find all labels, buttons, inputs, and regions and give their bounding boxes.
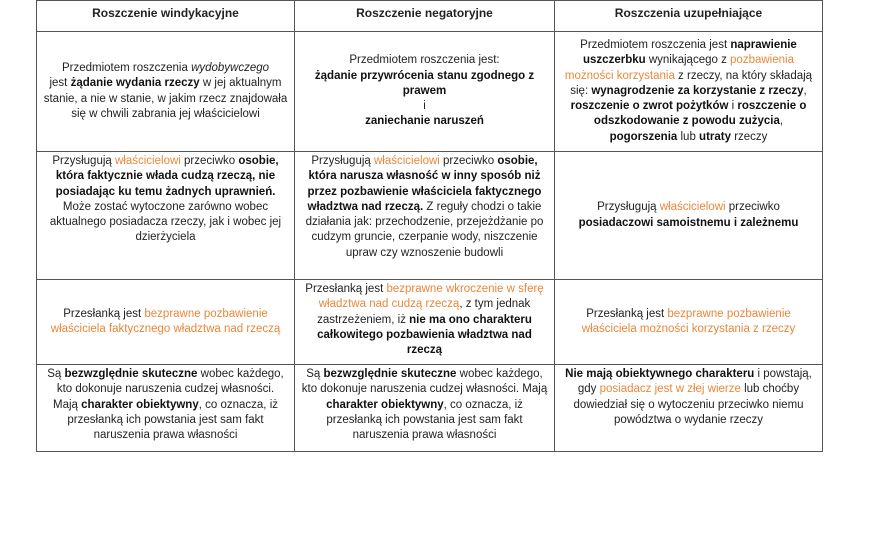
highlighted-text: bezprawne pozbawienie właściciela możności korzystania z rzeczy (581, 307, 796, 335)
cell-text: i powstają, gdy (577, 368, 812, 396)
row-przedmiot (37, 32, 823, 152)
bold-text: żądanie wydania rzeczy (70, 77, 200, 90)
bold-text: posiadaczowi samoistnemu i zależnemu (578, 216, 799, 229)
bold-text: wynagrodzenie za korzystanie z rzeczy (591, 84, 804, 97)
bold-text: roszczenie o odszkodowanie z powodu zużycia (593, 100, 807, 128)
table-cell (295, 365, 555, 452)
bold-text: pogorszenia (609, 130, 678, 143)
cell-text: Przedmiotem roszczenia jest: (349, 54, 500, 67)
cell-text: z rzeczy, na który składają się: (570, 69, 813, 97)
header-windykacyjne: Roszczenie windykacyjne (37, 1, 295, 32)
bold-text: charakter obiektywny (81, 398, 199, 411)
cell-text: Przesłanką jest (586, 307, 668, 320)
row-przysluguja (37, 152, 823, 280)
cell-text: lub choćby dowiedział się o wytoczeniu przeciwko niemu powództwa o wydanie rzeczy (573, 383, 804, 426)
cell-text: Są (47, 368, 65, 380)
cell-text: Przysługują (311, 155, 374, 167)
cell-text: , co oznacza, iż przesłanką ich powstania jest sam fakt naruszenia prawa własności (67, 398, 278, 442)
table-cell (555, 280, 823, 365)
bold-text: bezwzględnie skuteczne (323, 368, 457, 380)
table-cell (555, 32, 823, 152)
table-cell (555, 365, 823, 452)
cell-text: lub (677, 130, 700, 143)
cell-text: i (728, 100, 738, 113)
cell-text: Przysługują (597, 201, 660, 214)
table-cell (37, 365, 295, 452)
cell-text: przeciwko (439, 155, 498, 167)
cell-text: Przesłanką jest (63, 307, 145, 320)
italic-text: wydobywczego (191, 61, 270, 74)
cell-text: Przedmiotem roszczenia jest (580, 39, 731, 52)
cell-text: Z reguły chodzi o takie działania jak: przechodzenie, przejeżdżanie po cudzym gruncie, czerpanie wody, niszczenie upraw czy wznoszenie budowli (305, 200, 544, 259)
cell-text: , (779, 115, 784, 128)
header-row (37, 1, 823, 32)
bold-text: roszczenie o zwrot pożytków (570, 100, 729, 113)
cell-text: w jej aktualnym stanie, a nie w stanie, w jakim rzecz znajdowała się w chwili zabrania jej właścicielowi (43, 77, 288, 120)
cell-text: Przesłanką jest (305, 283, 387, 295)
cell-text: rzeczy (731, 130, 768, 143)
highlighted-text: właścicielowi (659, 201, 726, 214)
table-cell (295, 32, 555, 152)
cell-text: Są (306, 368, 324, 380)
cell-text: , z tym jednak zastrzeżeniem, iż (317, 298, 531, 326)
table-cell (37, 280, 295, 365)
bold-text: charakter obiektywny (326, 398, 444, 411)
cell-text: Przedmiotem roszczenia (61, 61, 192, 74)
cell-text: przeciwko (725, 201, 780, 214)
bold-text: utraty (699, 130, 731, 143)
table-cell (37, 32, 295, 152)
cell-text: wobec każdego, kto dokonuje naruszenia cudzej własności. Mają (301, 368, 548, 396)
highlighted-text: pozbawienia możności korzystania (564, 54, 794, 82)
bold-text: osobie, która narusza własność w inny sposób niż przez pozbawienie właściciela faktycznego władztwa nad rzeczą. (307, 155, 542, 213)
highlighted-text: posiadacz jest w złej wierze (599, 383, 741, 396)
table-cell (555, 152, 823, 280)
table-cell (37, 152, 295, 280)
cell-text: , co oznacza, iż przesłanką ich powstania jest sam fakt naruszenia prawa własności (326, 398, 523, 442)
bold-text: zaniechanie naruszeń (365, 115, 484, 128)
header-uzupelniajace: Roszczenia uzupełniające (555, 1, 823, 32)
row-charakter (37, 365, 823, 452)
bold-text: żądanie przywrócenia stanu zgodnego z prawem (314, 69, 535, 97)
cell-text: jest (49, 77, 71, 90)
cell-text: Może zostać wytoczone zarówno wobec aktualnego posiadacza rzeczy, jak i wobec jej dzierżyciela (49, 200, 282, 244)
table-cell (295, 152, 555, 280)
cell-text: i (423, 100, 426, 113)
comparison-table (36, 0, 823, 452)
cell-text: przeciwko (180, 155, 239, 167)
highlighted-text: bezprawne wkroczenie w sferę władztwa nad cudzą rzeczą (318, 283, 544, 311)
highlighted-text: właścicielowi (374, 155, 440, 167)
highlighted-text: bezprawne pozbawienie właściciela faktycznego władztwa nad rzeczą (50, 307, 281, 335)
header-negatoryjne: Roszczenie negatoryjne (295, 1, 555, 32)
bold-text: bezwzględnie skuteczne (64, 368, 198, 380)
table-cell (295, 280, 555, 365)
bold-text: naprawienie uszczerbku (583, 39, 797, 67)
row-przeslanka (37, 280, 823, 365)
cell-text: wynikającego z (645, 54, 731, 67)
highlighted-text: właścicielowi (115, 155, 181, 167)
cell-text: , (803, 84, 807, 97)
cell-text: Przysługują (52, 155, 115, 167)
cell-text: wobec każdego, kto dokonuje naruszenia cudzej własności. Mają (53, 368, 284, 411)
bold-text: nie ma ono charakteru całkowitego pozbawienia władztwa nad rzeczą (317, 313, 532, 357)
bold-text: osobie, która faktycznie włada cudzą rzeczą, nie posiadając ku temu żadnych uprawnień. (55, 155, 279, 198)
bold-text: Nie mają obiektywnego charakteru (565, 368, 755, 380)
